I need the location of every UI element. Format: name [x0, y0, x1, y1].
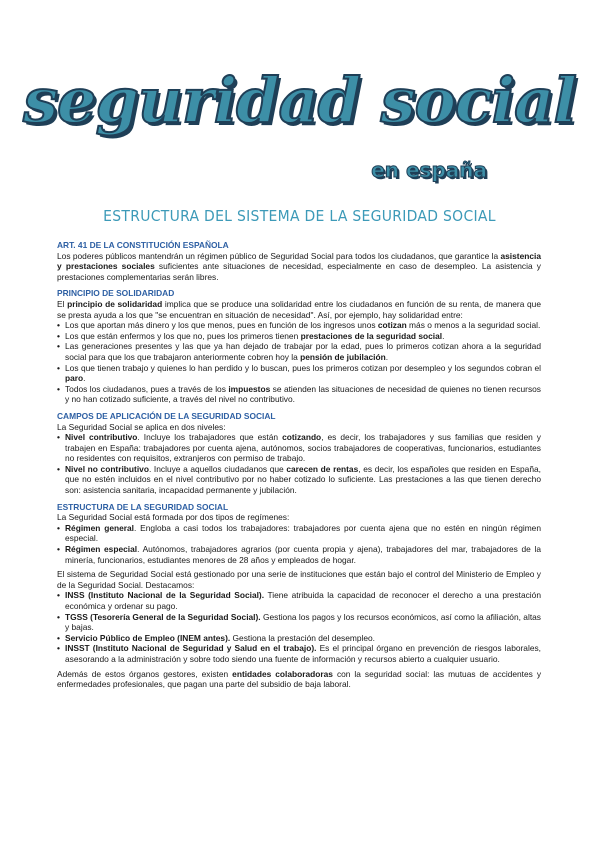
section-heading-solidaridad: PRINCIPIO DE SOLIDARIDAD — [57, 288, 175, 299]
campos-list — [57, 432, 541, 496]
header-subtitle: en españa — [371, 158, 487, 182]
list-item: • Todos los ciudadanos, pues a través de los impuestos se atienden las situaciones de necesidad de quienes no tienen recursos y no han cotizado suficiente, a través del nivel no contributivo. — [57, 384, 541, 405]
list-item: • Régimen general. Engloba a casi todos los trabajadores: trabajadores por cuenta ajena que no estén en ningún régimen especial. — [57, 523, 541, 544]
document-title: ESTRUCTURA DEL SISTEMA DE LA SEGURIDAD SOCIAL — [103, 207, 496, 225]
estructura-intro2: El sistema de Seguridad Social está gestionado por una serie de instituciones que están bajo el control del Ministerio de Empleo y de la Seguridad Social. Destacamos: — [57, 569, 541, 590]
list-item: • Los que tienen trabajo y quienes lo han perdido y lo buscan, pues los primeros cotizan por desempleo y los segundos cobran el paro. — [57, 363, 541, 384]
list-item: • Régimen especial. Autónomos, trabajadores agrarios (por cuenta propia y ajena), trabajadores del mar, trabajadores de la minería, funcionarios, estudiantes menores de 28 años y empleados de hogar. — [57, 544, 541, 565]
instituciones-list — [57, 590, 541, 664]
list-item: • TGSS (Tesorería General de la Seguridad Social). Gestiona los pagos y los recursos económicos, así como la afiliación, altas y bajas. — [57, 612, 541, 633]
list-item: • Nivel contributivo. Incluye los trabajadores que están cotizando, es decir, los trabajadores y sus familias que residen y trabajen en España: trabajadores por cuenta ajena, autónomos, socios trabajadores de cooperativas, funcionarios, estudiantes no residentes con requisitos, extranjeros con permiso de trabajo. — [57, 432, 541, 464]
header-title: seguridad social — [23, 64, 576, 137]
campos-intro: La Seguridad Social se aplica en dos niveles: — [57, 421, 226, 432]
section-heading-art41: ART. 41 DE LA CONSTITUCIÓN ESPAÑOLA — [57, 240, 229, 250]
solidaridad-list — [57, 320, 541, 405]
estructura-closing: Además de estos órganos gestores, existen entidades colaboradoras con la seguridad social: las mutuas de accidentes y enfermedades profesionales, que pagan una parte del subsidio de baja laboral. — [57, 668, 542, 690]
list-item: • Los que están enfermos y los que no, pues los primeros tienen prestaciones de la seguridad social. — [57, 331, 541, 342]
list-item: • INSS (Instituto Nacional de la Seguridad Social). Tiene atribuida la capacidad de reconocer el derecho a una prestación económica y ordenar su pago. — [57, 590, 541, 611]
list-item: • Servicio Público de Empleo (INEM antes). Gestiona la prestación del desempleo. — [57, 633, 541, 644]
list-item: • Las generaciones presentes y las que ya han dejado de trabajar por la edad, pues lo primeros cotizan ahora a la seguridad social para que los que trabajaron anteriormente cobren hoy la pensión de jubilación. — [57, 341, 541, 362]
solidaridad-paragraph: El principio de solidaridad implica que se produce una solidaridad entre los ciudadanos en función de su renta, de manera que se presta ayuda a los que "se encuentran en situación de necesidad". Así, por ejemplo, hay solidaridad entre: — [57, 298, 541, 320]
section-heading-campos: CAMPOS DE APLICACIÓN DE LA SEGURIDAD SOCIAL — [57, 410, 276, 421]
list-item: • Los que aportan más dinero y los que menos, pues en función de los ingresos unos cotizan más o menos a la seguridad social. — [57, 320, 541, 331]
list-item: • Nivel no contributivo. Incluye a aquellos ciudadanos que carecen de rentas, es decir, los españoles que residen en España, que no estén incluidos en el nivel contributivo por no haber cotizado lo suficiente. Las prestaciones a las que tienen derecho son: asistencia sanitaria, incapacidad permanente y jubilación. — [57, 464, 541, 496]
estructura-intro: La Seguridad Social está formada por dos tipos de regímenes: — [57, 512, 290, 523]
document-body — [57, 240, 541, 690]
section-heading-estructura: ESTRUCTURA DE LA SEGURIDAD SOCIAL — [57, 501, 229, 512]
art41-paragraph: Los poderes públicos mantendrán un régimen público de Seguridad Social para todos los ciudadanos, que garantice la asistencia y prestaciones sociales suficientes ante situaciones de necesidad, especialmente en caso de desempleo. La asistencia y prestaciones complementarias serán libres. — [57, 250, 541, 282]
list-item: • INSST (Instituto Nacional de Seguridad y Salud en el trabajo). Es el principal órgano en prevención de riesgos laborales, asesorando a la administración y sobre todo siendo una fuente de información y recursos abierto a cualquier usuario. — [57, 643, 541, 664]
regimenes-list — [57, 523, 541, 565]
